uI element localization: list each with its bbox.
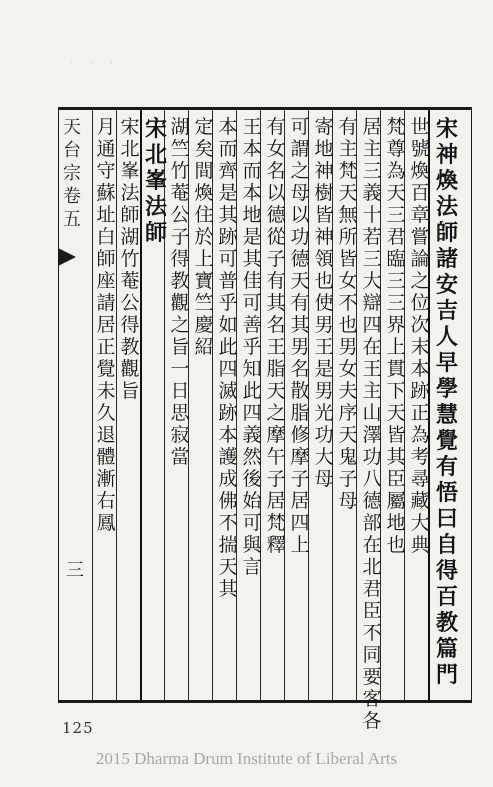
text-column: 世號煥百章嘗論之位次末本跡正為考尋藏大典 — [410, 116, 430, 556]
text-column: 有主梵天無所皆女不也男女夫序天鬼子母 — [338, 116, 358, 512]
text-column: 宋神煥法師諸安吉人早學慧覺有悟曰自得百教篇門 — [436, 116, 459, 688]
text-column: 有女名以德從子有其名王脂天之摩午子居梵釋 — [266, 116, 286, 556]
text-column: 寄地神樹皆神領也使男王是男光功大母 — [314, 116, 334, 490]
text-column: 可謂之母以功德天有其男名散脂修摩子居四上 — [290, 116, 310, 556]
column-rule — [140, 110, 142, 700]
page-number: 125 — [62, 719, 94, 737]
spine-title: 天台宗卷五 — [63, 117, 81, 230]
watermark: 2015 Dharma Drum Institute of Liberal Arts — [95, 749, 398, 768]
text-column: 湖竺竹菴公子得教觀之旨一日思寂當 — [170, 116, 190, 468]
column-rule — [92, 110, 93, 700]
text-column: 居主三義十若三大辯四在王主山澤功八德部在北君臣不同要客各 — [362, 116, 382, 732]
heading-column: 宋北峯法師 — [145, 116, 168, 246]
text-column: 宋北峯法師湖竹菴公得教觀旨 — [120, 116, 140, 402]
text-column: 王本而本地是其佳可善乎知此四義然後始可與言 — [242, 116, 262, 578]
text-column: 梵尊為天三君臨三三界上貫下天皆其臣屬地也 — [386, 116, 406, 556]
text-column: 月通守蘇址白師座請居正覺未久退體漸右鳳 — [96, 116, 116, 534]
faint-smudge: · · · — [70, 56, 120, 70]
text-column: 本而齊是其跡可普乎如此四滅跡本護成佛不揣天其 — [218, 116, 238, 600]
page-mark: 三 — [66, 560, 84, 581]
text-column: 定矣間煥住於上寶竺慶紹 — [194, 116, 214, 358]
column-rule — [116, 110, 117, 700]
